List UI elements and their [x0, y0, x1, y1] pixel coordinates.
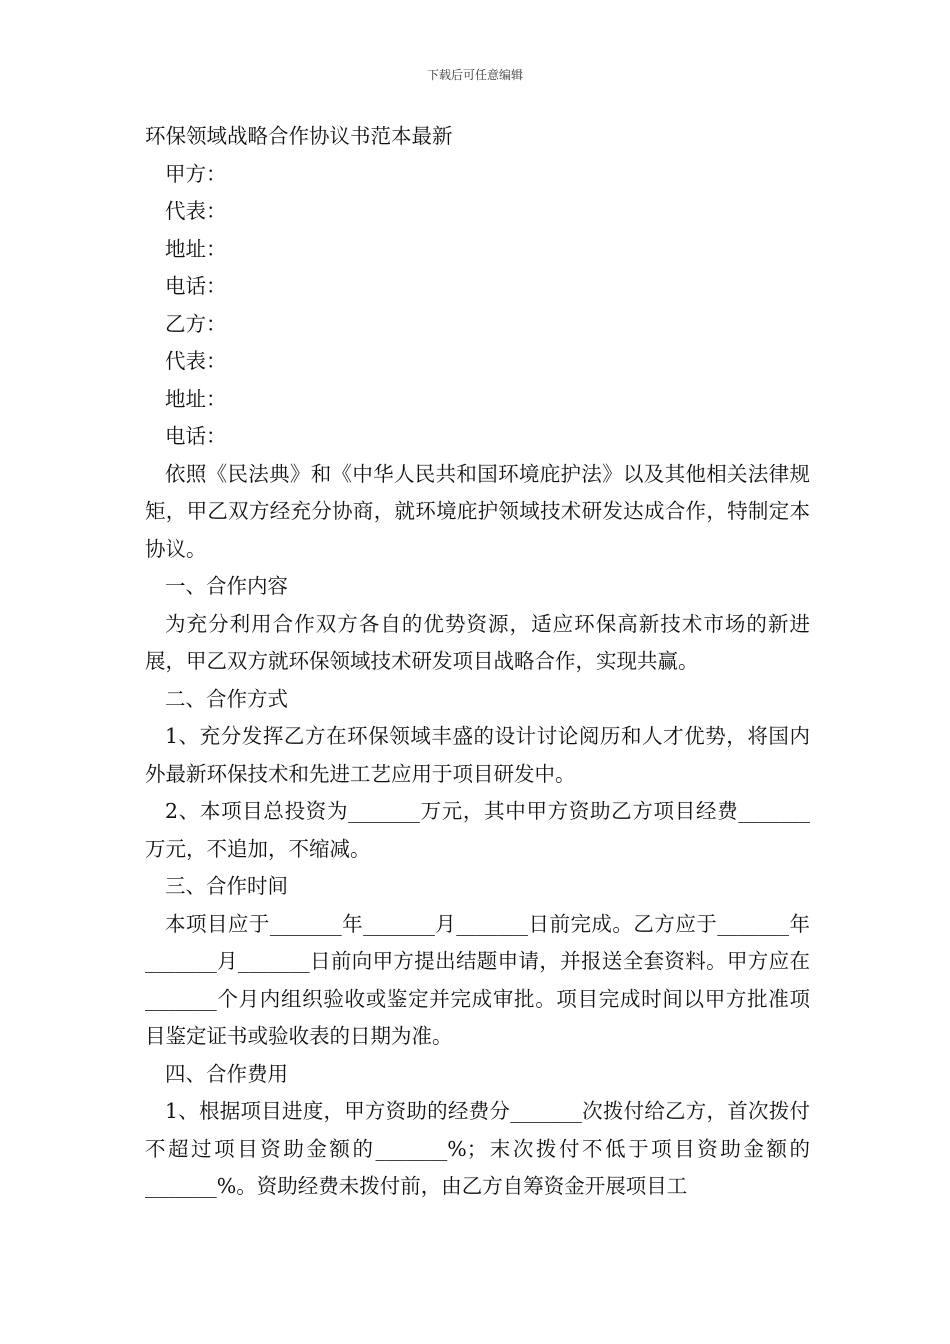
section-time-paragraph: 本项目应于_______年_______月_______日前完成。乙方应于_______年_______月_______日前向甲方提出结题申请，并报送全套资料。甲方应在_______个月内组织验收或鉴定并完成审批。项目完成时间以甲方批准项目鉴定证书或验收表的日期为准。 [145, 911, 810, 1048]
document-body [145, 118, 810, 1206]
party-a-phone: 电话： [165, 274, 227, 298]
intro-paragraph: 依照《民法典》和《中华人民共和国环境庇护法》以及其他相关法律规矩，甲乙双方经充分协商，就环境庇护领域技术研发达成合作，特制定本协议。 [145, 461, 810, 561]
party-a-label: 甲方： [165, 161, 227, 186]
section-method-paragraph-1: 1、充分发挥乙方在环保领域丰盛的设计讨论阅历和人才优势，将国内外最新环保技术和先进工艺应用于项目研发中。 [145, 724, 810, 786]
section-heading-cost: 四、合作费用 [165, 1061, 288, 1086]
party-a-address: 地址： [165, 236, 227, 261]
party-b-phone: 电话： [165, 424, 227, 448]
party-b-label: 乙方： [165, 311, 227, 336]
party-b-rep: 代表： [165, 349, 227, 373]
party-a-rep: 代表： [165, 199, 227, 223]
section-cost-paragraph: 1、根据项目进度，甲方资助的经费分_______次拨付给乙方，首次拨付不超过项目资助金额的_______%；末次拨付不低于项目资助金额的_______%。资助经费未拨付前，由乙方自筹资金开展项目工 [145, 1099, 810, 1198]
document-title: 环保领域战略合作协议书范本最新 [145, 124, 453, 148]
section-heading-time: 三、合作时间 [165, 874, 288, 898]
page-header-note: 下载后可任意编辑 [426, 68, 523, 82]
party-b-address: 地址： [165, 386, 227, 411]
section-method-paragraph-2: 2、本项目总投资为_______万元，其中甲方资助乙方项目经费_______万元，不追加，不缩减。 [145, 799, 810, 861]
section-heading-method: 二、合作方式 [165, 686, 288, 711]
section-content-paragraph: 为充分利用合作双方各自的优势资源，适应环保高新技术市场的新进展，甲乙双方就环保领域技术研发项目战略合作，实现共赢。 [145, 611, 810, 673]
section-heading-content: 一、合作内容 [165, 574, 288, 598]
